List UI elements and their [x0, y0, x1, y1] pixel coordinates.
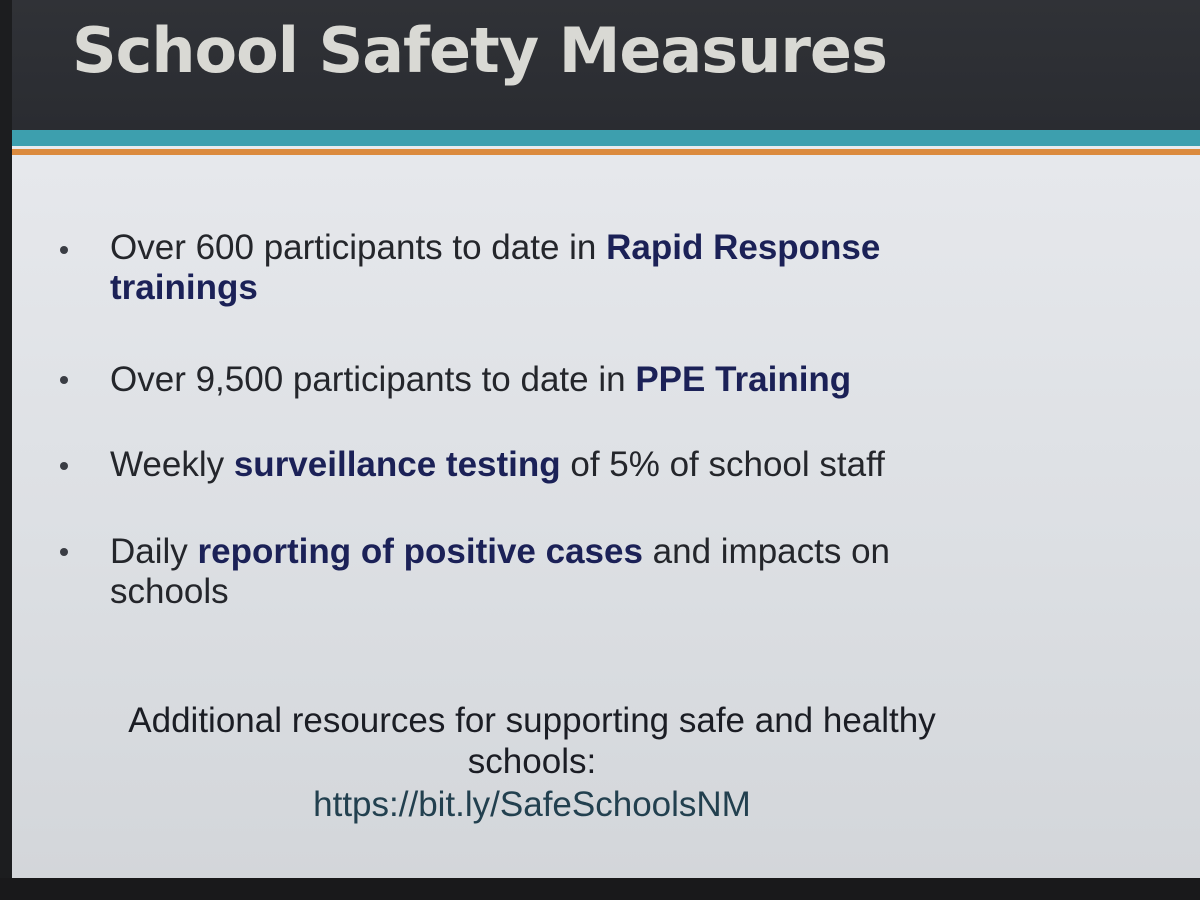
bullet-text-plain: and impacts on schools: [110, 532, 891, 611]
bullet-text-emphasis: Rapid Response trainings: [110, 228, 881, 307]
bullet-text-plain: Daily: [110, 532, 198, 571]
bullet-text-plain: Over 9,500 participants to date in: [110, 360, 636, 399]
bullet-text-plain: Over 600 participants to date in: [110, 228, 607, 267]
bullet-text-plain: of 5% of school staff: [560, 445, 885, 484]
resources-text: Additional resources for supporting safe and healthy schools:: [128, 701, 936, 781]
bullet-text: [110, 445, 940, 485]
bullet-text-emphasis: surveillance testing: [233, 445, 561, 484]
bullet-dot-icon: [60, 462, 68, 470]
bullet-text-emphasis: reporting of positive cases: [197, 532, 643, 571]
bullet-dot-icon: [60, 246, 68, 254]
slide-body: [12, 155, 1200, 878]
bullet-dot-icon: [60, 376, 68, 384]
slide-title: School Safety Measures: [72, 14, 887, 87]
bullet-text-emphasis: PPE Training: [635, 360, 852, 399]
resources-link[interactable]: https://bit.ly/SafeSchoolsNM: [313, 785, 751, 824]
bullet-dot-icon: [60, 548, 68, 556]
screen-bottom-bezel: [0, 878, 1200, 900]
bullet-text-plain: Weekly: [110, 445, 234, 484]
bullet-text: [110, 360, 940, 400]
teal-accent-stripe: [12, 130, 1200, 146]
slide-header: [12, 0, 1200, 130]
bullet-text: [110, 532, 940, 612]
bullet-text: [110, 228, 940, 308]
resources-block: [72, 700, 992, 825]
